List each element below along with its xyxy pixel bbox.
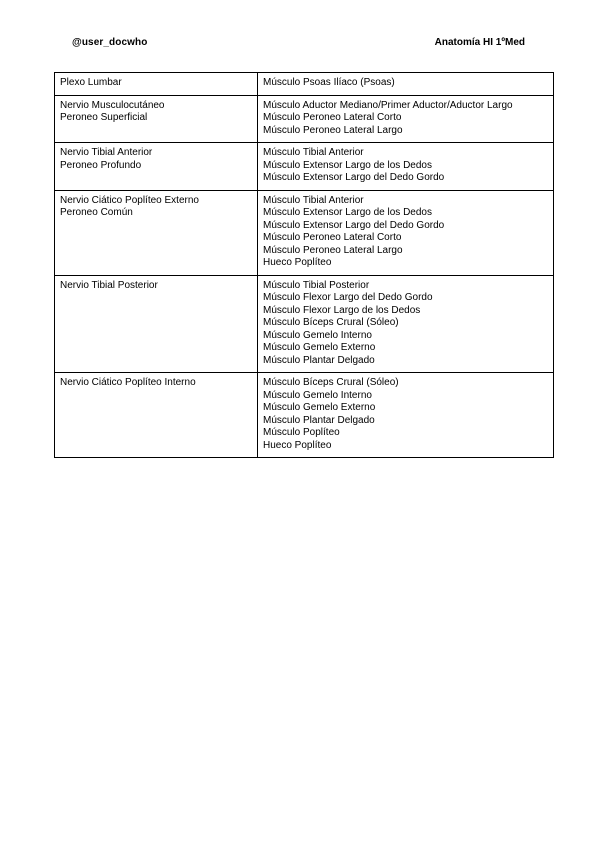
table-row	[55, 275, 554, 373]
table-row	[55, 143, 554, 191]
nerve-alias: Peroneo Superficial	[60, 112, 148, 123]
table-row	[55, 190, 554, 275]
muscle-name: Músculo Psoas Ilíaco (Psoas)	[263, 77, 395, 88]
muscle-name: Músculo Peroneo Lateral Corto	[263, 232, 402, 243]
muscle-cell	[258, 73, 554, 96]
muscle-cell	[258, 373, 554, 458]
table-row	[55, 73, 554, 96]
muscle-name: Músculo Bíceps Crural (Sóleo)	[263, 377, 399, 388]
nerve-name: Nervio Musculocutáneo	[60, 99, 165, 111]
muscle-name: Músculo Poplíteo	[263, 427, 340, 438]
nerve-cell	[55, 95, 258, 143]
nerve-name: Nervio Tibial Anterior	[60, 147, 153, 158]
nerve-cell	[55, 275, 258, 373]
nerve-name: Plexo Lumbar	[60, 77, 122, 88]
muscle-name: Músculo Aductor Mediano/Primer Aductor/Aductor Largo	[263, 99, 513, 111]
nerve-cell	[55, 143, 258, 191]
table-row	[55, 95, 554, 143]
nerve-cell	[55, 190, 258, 275]
nerve-name: Nervio Ciático Poplíteo Externo	[60, 194, 199, 206]
muscle-name: Músculo Gemelo Externo	[263, 402, 376, 413]
muscle-name: Hueco Poplíteo	[263, 439, 332, 451]
muscle-name: Músculo Bíceps Crural (Sóleo)	[263, 317, 399, 328]
muscle-name: Hueco Poplíteo	[263, 257, 332, 268]
muscle-name: Músculo Plantar Delgado	[263, 354, 375, 366]
muscle-name: Músculo Tibial Posterior	[263, 279, 370, 291]
muscle-name: Músculo Tibial Anterior	[263, 194, 364, 206]
muscle-name: Músculo Tibial Anterior	[263, 147, 364, 158]
muscle-name: Músculo Extensor Largo del Dedo Gordo	[263, 172, 445, 183]
muscle-cell	[258, 275, 554, 373]
muscle-name: Músculo Flexor Largo del Dedo Gordo	[263, 292, 433, 303]
nerve-name: Nervio Tibial Posterior	[60, 279, 158, 291]
nerve-muscle-table	[54, 72, 554, 458]
document-title: Anatomía HI 1ºMed	[434, 37, 525, 48]
nerve-cell	[55, 73, 258, 96]
muscle-name: Músculo Gemelo Externo	[263, 342, 376, 353]
muscle-cell	[258, 143, 554, 191]
nerve-alias: Peroneo Común	[60, 207, 133, 218]
muscle-name: Músculo Peroneo Lateral Corto	[263, 112, 402, 123]
muscle-name: Músculo Extensor Largo del Dedo Gordo	[263, 219, 445, 231]
author-handle: @user_docwho	[72, 37, 148, 48]
nerve-alias: Peroneo Profundo	[60, 159, 142, 171]
page-header	[0, 37, 600, 51]
muscle-name: Músculo Peroneo Lateral Largo	[263, 244, 403, 256]
nerve-cell	[55, 373, 258, 458]
muscle-cell	[258, 95, 554, 143]
muscle-name: Músculo Flexor Largo de los Dedos	[263, 304, 421, 316]
muscle-cell	[258, 190, 554, 275]
muscle-name: Músculo Plantar Delgado	[263, 414, 375, 426]
muscle-name: Músculo Gemelo Interno	[263, 329, 372, 341]
muscle-name: Músculo Gemelo Interno	[263, 389, 372, 401]
muscle-name: Músculo Extensor Largo de los Dedos	[263, 159, 432, 171]
muscle-name: Músculo Extensor Largo de los Dedos	[263, 207, 432, 218]
muscle-name: Músculo Peroneo Lateral Largo	[263, 124, 403, 136]
table-row	[55, 373, 554, 458]
nerve-name: Nervio Ciático Poplíteo Interno	[60, 377, 196, 388]
